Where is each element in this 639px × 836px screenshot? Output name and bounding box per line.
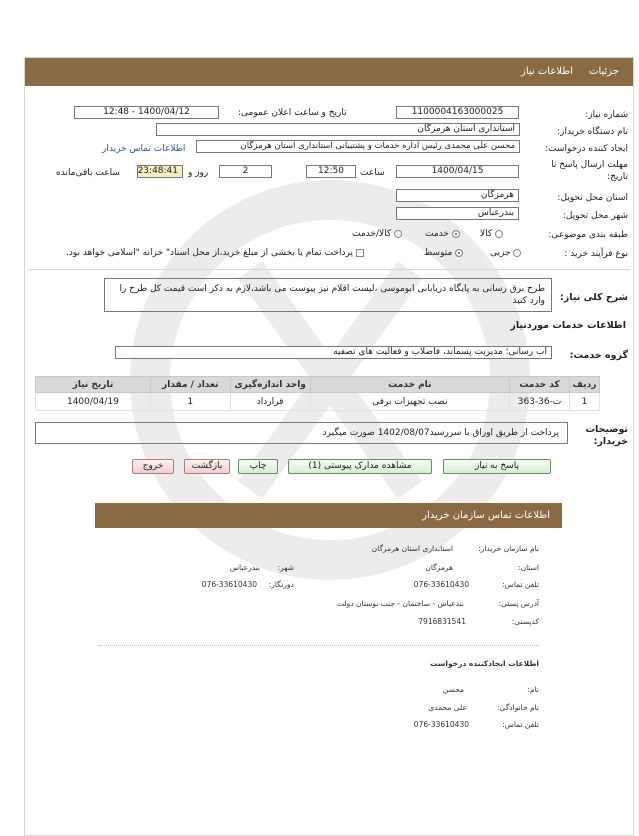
process-label: نوع فرآیند خرید : xyxy=(564,249,628,259)
province-field: هرمزگان xyxy=(396,189,519,202)
address-value: بندعباس - ساختمان - جنب بوستان دولت xyxy=(337,599,464,608)
col-unit: واحد اندازه‌گیری xyxy=(230,377,310,393)
creator-label: ایجاد کننده درخواست: xyxy=(545,144,628,154)
buyer-org-field: استانداری استان هرمزگان xyxy=(156,123,520,136)
buyer-notes-field: پرداخت از طریق اوراق با سررسید1402/08/07 صورت میگیرد xyxy=(35,422,568,444)
reply-button[interactable]: پاسخ به نیاز xyxy=(443,459,551,474)
first-name-value: محسن xyxy=(442,685,464,694)
cat-goods-radio[interactable] xyxy=(495,230,503,238)
back-button[interactable]: بازگشت xyxy=(184,459,230,474)
cell-name: نصب تجهیزات برقی xyxy=(310,393,509,411)
creator-phone-value: 076-33610430 xyxy=(413,720,469,729)
table-header-row xyxy=(36,377,600,393)
creator-info-title: اطلاعات ایجادکننده درخواست xyxy=(430,659,539,668)
contact-province-label: استان: xyxy=(518,563,539,572)
days-field: 2 xyxy=(219,165,272,178)
cell-row: 1 xyxy=(570,393,600,411)
contact-title: اطلاعات تماس سازمان خریدار xyxy=(422,510,550,521)
description-field: طرح برق رسانی به پایگاه دریابانی ابوموسی ،لیست اقلام نیز پیوست می باشد،لازم به ذکر است قیمت کل طرح را وارد کنید xyxy=(104,278,552,312)
contact-city-label: شهر: xyxy=(277,563,294,572)
cat-goods-service-radio[interactable] xyxy=(394,230,402,238)
first-name-label: نام: xyxy=(527,685,539,694)
col-name: نام خدمت xyxy=(310,377,509,393)
fax-label: دورنگار: xyxy=(268,580,294,589)
days-label: روز و xyxy=(188,168,209,178)
proc-medium-radio[interactable] xyxy=(455,249,463,257)
cell-unit: قرارداد xyxy=(230,393,310,411)
last-name-value: علی محمدی xyxy=(428,703,467,712)
remaining-time-field: 23:48:41 xyxy=(137,165,183,178)
tab-need-info[interactable]: اطلاعات نیاز xyxy=(521,66,573,77)
proc-partial-option[interactable]: جزیی xyxy=(490,248,521,258)
col-date: تاریخ نیاز xyxy=(36,377,151,393)
contact-city-value: بندرعباس xyxy=(229,563,260,572)
address-label: آدرس پستی: xyxy=(498,599,539,608)
divider xyxy=(28,269,630,270)
exit-button[interactable]: خروج xyxy=(132,459,174,474)
cat-service-option[interactable]: خدمت xyxy=(425,229,460,239)
proc-partial-radio[interactable] xyxy=(513,249,521,257)
need-number-label: شماره نیاز: xyxy=(585,110,628,120)
creator-field: محسن علی محمدی رئیس اداره خدمات و پشتیبانی استانداری استان هرمزگان xyxy=(196,140,520,153)
time-label: ساعت xyxy=(360,168,385,178)
city-label: شهر محل تحویل: xyxy=(562,211,628,221)
postal-value: 7916831541 xyxy=(418,617,466,626)
payment-option[interactable]: پرداخت تمام یا بخشی از مبلغ خرید،از محل اسناد" خزانه "اسلامی خواهد بود. xyxy=(66,248,364,258)
last-name-label: نام خانوادگی: xyxy=(496,703,539,712)
buyer-org-label: نام دستگاه خریدار: xyxy=(557,127,628,137)
cell-date: 1400/04/19 xyxy=(36,393,151,411)
col-qty: تعداد / مقدار xyxy=(150,377,230,393)
org-value: استانداری استان هرمزگان xyxy=(371,544,453,553)
tab-details[interactable]: جزئیات xyxy=(589,66,619,77)
contact-province-value: هرمزگان xyxy=(425,563,453,572)
print-button[interactable]: چاپ xyxy=(238,459,278,474)
page-header xyxy=(25,58,633,86)
buyer-contact-link[interactable]: اطلاعات تماس خریدار xyxy=(102,144,186,154)
creator-phone-label: تلفن تماس: xyxy=(502,720,539,729)
services-title: اطلاعات خدمات موردنیاز xyxy=(510,320,626,331)
need-number-field: 1100004163000025 xyxy=(396,106,519,119)
services-table xyxy=(35,376,600,411)
org-label: نام سازمان خریدار: xyxy=(478,544,539,553)
fax-value: 076-33610430 xyxy=(201,580,257,589)
cat-goods-service-option[interactable]: کالا/خدمت xyxy=(352,229,402,239)
deadline-date-field: 1400/04/15 xyxy=(396,165,519,178)
proc-medium-option[interactable]: متوسط xyxy=(424,248,463,258)
postal-label: کدپستی: xyxy=(511,617,539,626)
cat-service-radio[interactable] xyxy=(452,230,460,238)
cat-goods-option[interactable]: کالا xyxy=(480,229,503,239)
table-row xyxy=(36,393,600,411)
cell-qty: 1 xyxy=(150,393,230,411)
divider xyxy=(99,645,539,646)
col-code: کد خدمت xyxy=(510,377,570,393)
cell-code: ت-36-363 xyxy=(510,393,570,411)
service-group-field: آب رسانی؛ مدیریت پسماند، فاضلاب و فعالیت های تصفیه xyxy=(115,346,552,359)
deadline-time-field: 12:50 xyxy=(306,165,356,178)
col-row: ردیف xyxy=(570,377,600,393)
province-label: استان محل تحویل: xyxy=(557,193,628,203)
payment-checkbox[interactable] xyxy=(356,249,364,257)
buyer-notes-label: توضیحات خریدار: xyxy=(585,424,628,447)
category-label: طبقه بندی موضوعی: xyxy=(548,230,628,240)
attachments-button[interactable]: مشاهده مدارک پیوستی (1) xyxy=(288,459,432,474)
contact-section-header xyxy=(95,503,562,528)
phone-label: تلفن تماس: xyxy=(502,580,539,589)
service-group-label: گروه خدمت: xyxy=(569,350,628,361)
phone-value: 076-33610430 xyxy=(413,580,469,589)
description-label: شرح کلی نیاز: xyxy=(559,292,628,303)
remaining-label: ساعت باقی‌مانده xyxy=(56,168,120,178)
announce-datetime-field: 1400/04/12 - 12:48 xyxy=(74,106,219,119)
deadline-label: مهلت ارسال پاسخ تا تاریخ: xyxy=(551,160,628,182)
city-field: بندرعباس xyxy=(396,207,519,220)
announce-label: تاریخ و ساعت اعلان عمومی: xyxy=(238,108,347,118)
